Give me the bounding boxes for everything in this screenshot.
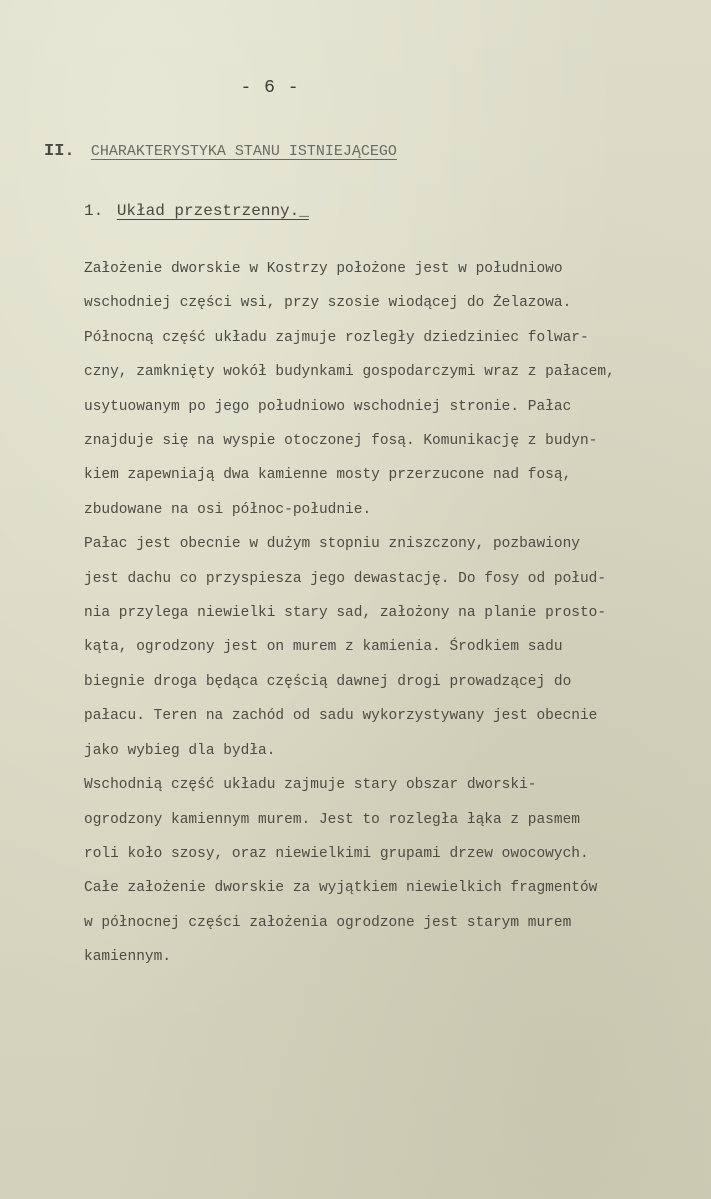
text-line: Wschodnią część układu zajmuje stary obszar dworski- [84,777,537,794]
text-line: pałacu. Teren na zachód od sadu wykorzystywany jest obecnie [84,708,598,725]
text-line: kąta, ogrodzony jest on murem z kamienia. Środkiem sadu [84,639,563,656]
text-line: kamiennym. [84,949,172,966]
subsection-title: Układ przestrzenny._ [116,202,309,220]
text-line: zbudowane na osi północ-południe. [84,501,372,518]
text-line: kiem zapewniają dwa kamienne mosty przerzucone nad fosą, [84,467,572,484]
text-line: czny, zamknięty wokół budynkami gospodarczymi wraz z pałacem, [84,364,615,381]
text-line: jest dachu co przyspiesza jego dewastację. Do fosy od połud- [84,570,607,587]
text-line: Północną część układu zajmuje rozległy dziedziniec folwar- [84,329,589,346]
text-line: nia przylega niewielki stary sad, założony na planie prosto- [84,605,607,622]
section-number: II. [44,142,75,161]
text-line: wschodniej części wsi, przy szosie wiodącej do Żelazowa. [84,295,572,312]
text-line: usytuowanym po jego południowo wschodniej stronie. Pałac [84,398,572,415]
text-line: w północnej części założenia ogrodzone jest starym murem [84,914,572,931]
subsection-heading [84,202,309,220]
text-line: biegnie droga będąca częścią dawnej drogi prowadzącej do [84,673,572,690]
section-heading [44,142,397,161]
text-line: Założenie dworskie w Kostrzy położone jest w południowo [84,261,563,277]
section-title: CHARAKTERYSTYKA STANU ISTNIEJĄCEGO [90,143,397,160]
text-line: Pałac jest obecnie w dużym stopniu zniszczony, pozbawiony [84,536,580,553]
text-line: ogrodzony kamiennym murem. Jest to rozległa łąka z pasmem [84,811,580,828]
text-line: roli koło szosy, oraz niewielkimi grupami drzew owocowych. [84,845,589,862]
page-number: - 6 - [240,78,300,98]
subsection-number: 1. [84,202,104,220]
body-text [84,252,711,975]
text-line: znajduje się na wyspie otoczonej fosą. Komunikację z budyn- [84,433,598,450]
text-line: Całe założenie dworskie za wyjątkiem niewielkich fragmentów [84,880,598,897]
text-line: jako wybieg dla bydła. [84,742,276,759]
